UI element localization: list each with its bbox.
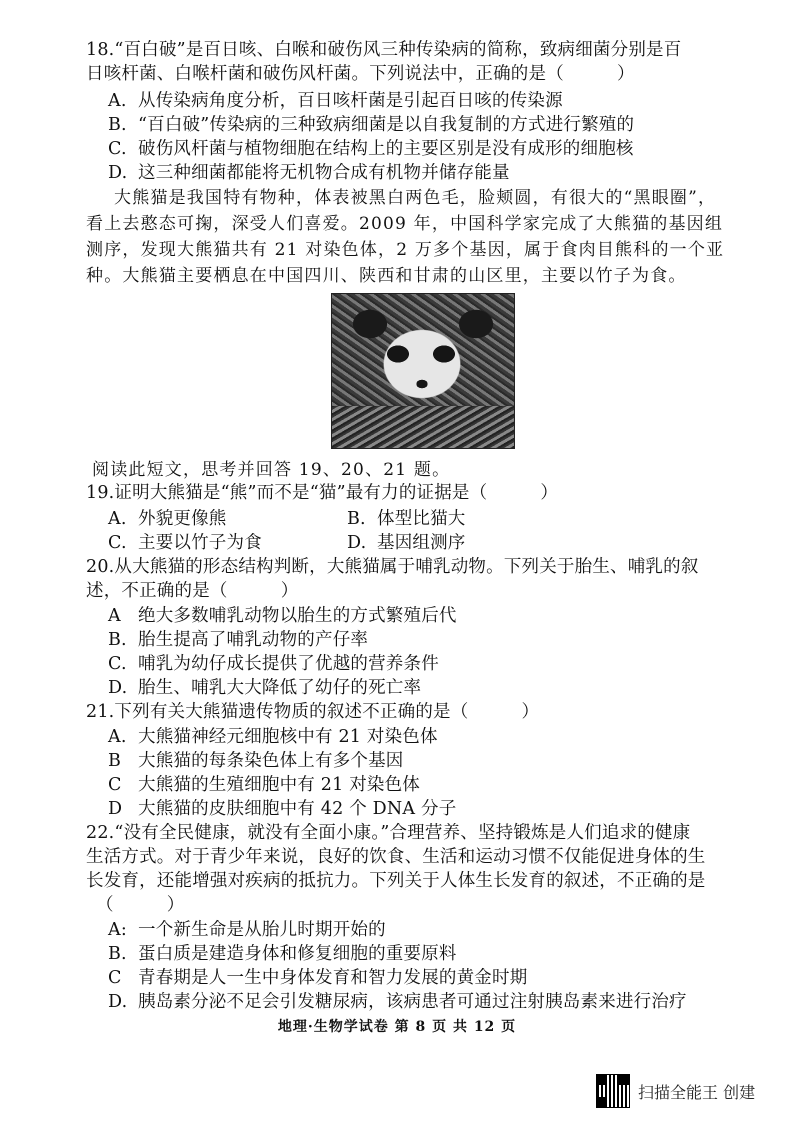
passage-instruction: 阅读此短文，思考并回答 19、20、21 题。 xyxy=(92,460,451,480)
passage-line1: 大熊猫是我国特有物种，体表被黑白两色毛，脸颊圆，有很大的“黑眼圈”， xyxy=(114,188,717,208)
scanner-watermark: 扫描全能王 创建 xyxy=(638,1083,756,1102)
option-text: 胎生提高了哺乳动物的产仔率 xyxy=(138,630,369,650)
passage-line4: 种。大熊猫主要栖息在中国四川、陕西和甘肃的山区里，主要以竹子为食。 xyxy=(86,266,687,286)
option-letter: C xyxy=(108,968,122,988)
option-text: 主要以竹子为食 xyxy=(138,533,262,553)
option-letter: A. xyxy=(108,91,127,111)
q19-option-a xyxy=(108,507,227,531)
option-text: 青春期是人一生中身体发育和智力发展的黄金时期 xyxy=(138,968,528,988)
panda-photo xyxy=(331,293,515,449)
option-text: 破伤风杆菌与植物细胞在结构上的主要区别是没有成形的细胞核 xyxy=(138,139,634,159)
q20-option-d xyxy=(108,676,421,700)
option-letter: D xyxy=(108,799,123,819)
page-footer: 地理·生物学试卷 第 8 页 共 12 页 xyxy=(277,1019,517,1035)
option-text: “百白破”传染病的三种致病细菌是以自我复制的方式进行繁殖的 xyxy=(138,115,635,135)
q22-option-a xyxy=(108,918,386,942)
qr-code-icon xyxy=(596,1074,630,1108)
q18-stem-line1: 18.“百白破”是百日咳、白喉和破伤风三种传染病的简称，致病细菌分别是百 xyxy=(86,40,682,60)
q22-stem-line3: 长发育，还能增强对疾病的抵抗力。下列关于人体生长发育的叙述，不正确的是 xyxy=(86,871,706,891)
q22-option-b xyxy=(108,942,457,966)
option-text: 大熊猫神经元细胞核中有 21 对染色体 xyxy=(138,727,438,747)
option-letter: C. xyxy=(108,533,127,553)
option-text: 绝大多数哺乳动物以胎生的方式繁殖后代 xyxy=(138,606,457,626)
option-letter: A xyxy=(108,606,121,626)
q20-stem-line1: 20.从大熊猫的形态结构判断，大熊猫属于哺乳动物。下列关于胎生、哺乳的叙 xyxy=(86,557,699,577)
option-letter: C. xyxy=(108,139,127,159)
option-text: 从传染病角度分析，百日咳杆菌是引起百日咳的传染源 xyxy=(138,91,563,111)
q21-option-b xyxy=(108,749,404,773)
option-text: 体型比猫大 xyxy=(377,509,466,529)
option-text: 外貌更像熊 xyxy=(138,509,227,529)
option-letter: B. xyxy=(108,630,127,650)
option-letter: B. xyxy=(347,509,366,529)
passage-line3: 测序，发现大熊猫共有 21 对染色体，2 万多个基因，属于食肉目熊科的一个亚 xyxy=(86,240,725,260)
option-letter: B. xyxy=(108,944,127,964)
option-letter: D. xyxy=(108,163,128,183)
q22-stem-line4: （ ） xyxy=(96,895,185,915)
q22-stem-line2: 生活方式。对于青少年来说，良好的饮食、生活和运动习惯不仅能促进身体的生 xyxy=(86,847,706,867)
option-text: 蛋白质是建造身体和修复细胞的重要原料 xyxy=(138,944,457,964)
q21-option-c xyxy=(108,773,420,797)
passage-line2: 看上去憨态可掬，深受人们喜爱。2009 年，中国科学家完成了大熊猫的基因组 xyxy=(86,214,724,234)
q21-stem: 21.下列有关大熊猫遗传物质的叙述不正确的是（ ） xyxy=(86,702,540,722)
q21-option-a xyxy=(108,725,438,749)
option-letter: A: xyxy=(108,920,127,940)
q22-option-d xyxy=(108,990,687,1014)
q18-option-b xyxy=(108,113,634,137)
option-letter: B xyxy=(108,751,122,771)
option-text: 大熊猫的生殖细胞中有 21 对染色体 xyxy=(138,775,420,795)
option-text: 胰岛素分泌不足会引发糖尿病，该病患者可通过注射胰岛素来进行治疗 xyxy=(138,992,687,1012)
option-text: 大熊猫的皮肤细胞中有 42 个 DNA 分子 xyxy=(138,799,457,819)
q19-option-d xyxy=(347,531,466,555)
option-letter: C xyxy=(108,775,122,795)
q18-option-c xyxy=(108,137,634,161)
q20-option-b xyxy=(108,628,368,652)
q21-option-d xyxy=(108,797,456,821)
option-letter: D. xyxy=(108,678,128,698)
q19-option-b xyxy=(347,507,466,531)
option-letter: A. xyxy=(108,727,127,747)
option-text: 一个新生命是从胎儿时期开始的 xyxy=(138,920,386,940)
option-letter: C. xyxy=(108,654,127,674)
q18-option-a xyxy=(108,89,563,113)
q20-option-a xyxy=(108,604,457,628)
q20-stem-line2: 述，不正确的是（ ） xyxy=(86,581,299,601)
q19-option-c xyxy=(108,531,262,555)
option-letter: B. xyxy=(108,115,127,135)
q18-option-d xyxy=(108,161,510,185)
option-text: 基因组测序 xyxy=(377,533,466,553)
q22-option-c xyxy=(108,966,527,990)
option-letter: D. xyxy=(347,533,367,553)
option-text: 胎生、哺乳大大降低了幼仔的死亡率 xyxy=(138,678,422,698)
q20-option-c xyxy=(108,652,439,676)
q19-stem: 19.证明大熊猫是“熊”而不是“猫”最有力的证据是（ ） xyxy=(86,483,559,503)
option-text: 这三种细菌都能将无机物合成有机物并储存能量 xyxy=(138,163,510,183)
q18-stem-line2: 日咳杆菌、白喉杆菌和破伤风杆菌。下列说法中，正确的是（ ） xyxy=(86,64,635,84)
option-letter: A. xyxy=(108,509,127,529)
option-letter: D. xyxy=(108,992,128,1012)
q22-stem-line1: 22.“没有全民健康，就没有全面小康。”合理营养、坚持锻炼是人们追求的健康 xyxy=(86,823,691,843)
option-text: 哺乳为幼仔成长提供了优越的营养条件 xyxy=(138,654,439,674)
option-text: 大熊猫的每条染色体上有多个基因 xyxy=(138,751,404,771)
